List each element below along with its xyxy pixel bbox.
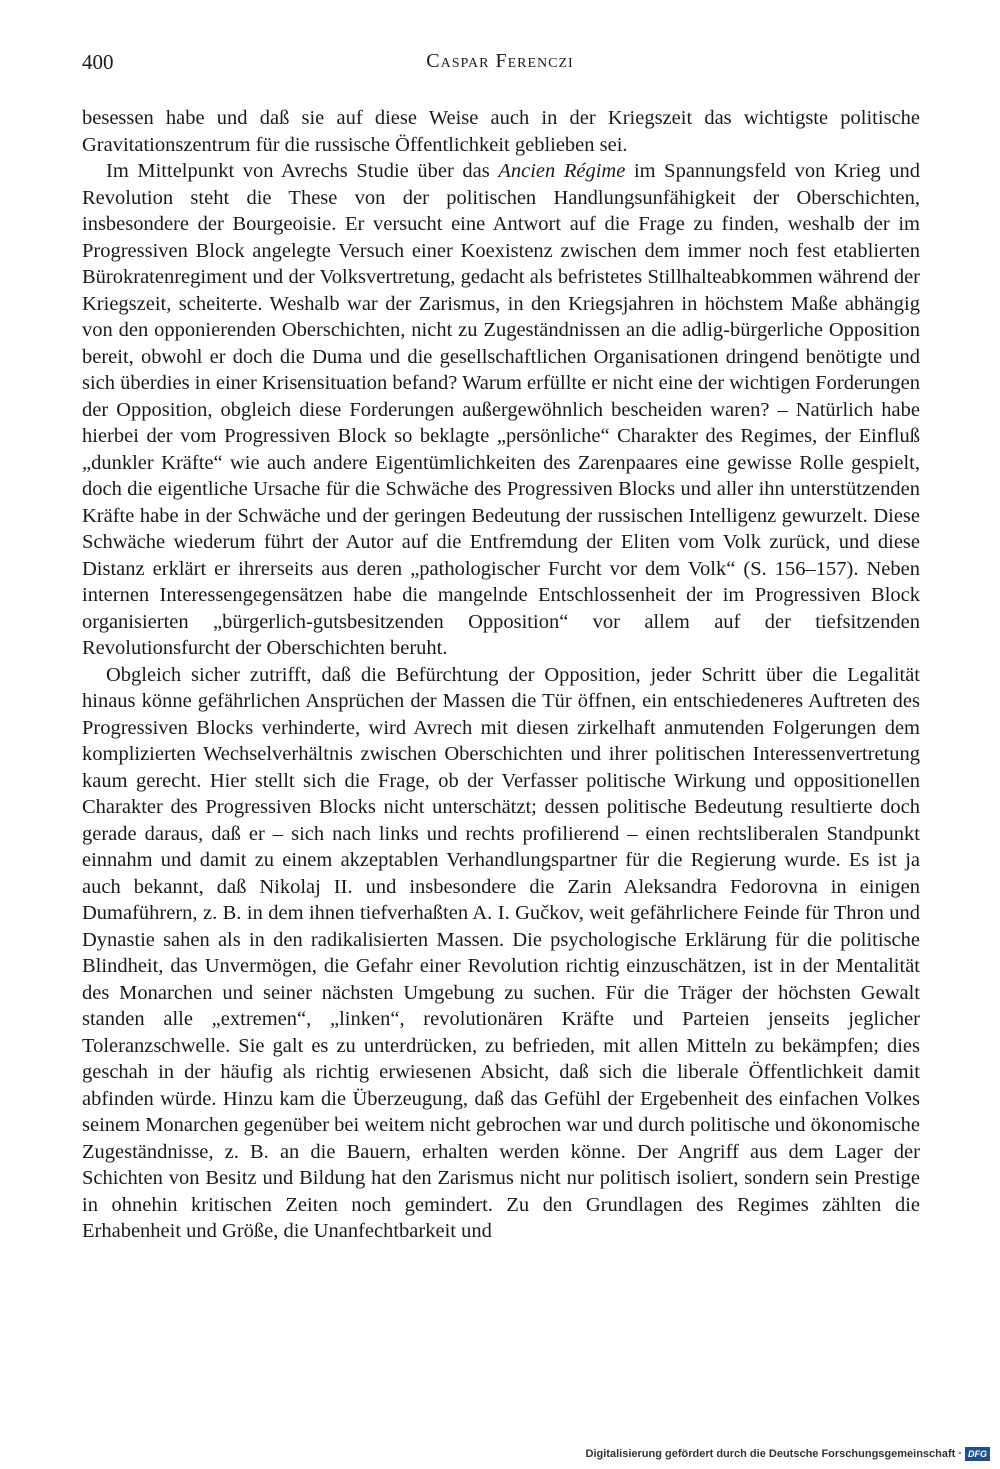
paragraph-2-text-end: im Spannungsfeld von Krieg und Revolution steht die These von der politischen Handlungsunfähigkeit der Oberschichten, insbesondere der Bourgeoisie. Er versucht eine Antwort auf die Frage zu finden, weshalb der im Progressiven Block angelegte Versuch einer Koexistenz zwischen dem immer noch fest etablierten Bürokratenregiment und der Volksvertretung, gedacht als befristetes Stillhalteabkommen während der Kriegszeit, scheiterte. Weshalb war der Zarismus, in den Kriegsjahren in höchstem Maße abhängig von den opponierenden Oberschichten, nicht zu Zugeständnissen an die adlig-bürgerliche Opposition bereit, obwohl er doch die Duma und die gesellschaftlichen Organisationen dringend benötigte und sich überdies in einer Krisensituation befand? Warum erfüllte er nicht eine der wichtigen Forderungen der Opposition, obgleich diese Forderungen außergewöhnlich bescheiden waren? – Natürlich habe hierbei der vom Progressiven Block so beklagte „persönliche“ Charakter des Regimes, der Einfluß „dunkler Kräfte“ wie auch andere Eigentümlichkeiten des Zarenpaares eine gewisse Rolle gespielt, doch die eigentliche Ursache für die Schwäche des Progressiven Blocks und aller ihn unterstützenden Kräfte habe in der Schwäche und der geringen Bedeutung der russischen Intelligenz gewurzelt. Diese Schwäche wiederum führt der Autor auf die Entfremdung der Eliten vom Volk zurück, und diese Distanz erklärt er ihrerseits aus deren „pathologischer Furcht vor dem Volk“ (S. 156–157). Neben internen Interessengegensätzen habe die mangelnde Entschlossenheit der im Progressiven Block organisierten „bürgerlich-gutsbesitzenden Opposition“ vor allem auf der tiefsitzenden Revolutionsfurcht der Oberschichten beruht.	[82, 160, 921, 659]
paragraph-2-emphasis: Ancien Régime	[498, 160, 626, 182]
paragraph-1	[82, 105, 920, 158]
page-number: 400	[82, 50, 114, 74]
paragraph-3-text: Obgleich sicher zutrifft, daß die Befürchtung der Opposition, jeder Schritt über die Legalität hinaus könne gefährlichen Ansprüchen der Massen die Tür öffnen, ein entschiedeneres Auftreten des Progressiven Blocks verhinderte, wird Avrech mit diesen zirkelhaft anmutenden Folgerungen dem komplizierten Wechselverhältnis zwischen Oberschichten und ihrer politischen Interessenvertretung kaum gerecht. Hier stellt sich die Frage, ob der Verfasser politische Wirkung und oppositionellen Charakter des Progressiven Blocks nicht unterschätzt; dessen politische Bedeutung resultierte doch gerade daraus, daß er – sich nach links und rechts profilierend – einen rechtsliberalen Standpunkt einnahm und damit zu einem akzeptablen Verhandlungspartner für die Regierung wurde. Es ist ja auch bekannt, daß Nikolaj II. und insbesondere die Zarin Aleksandra Fedorovna in einigen Dumaführern, z. B. in dem ihnen tiefverhaßten A. I. Gučkov, weit gefährlichere Feinde für Thron und Dynastie sahen als in den radikalisierten Massen. Die psychologische Erklärung für die politische Blindheit, das Unvermögen, die Gefahr einer Revolution richtig einzuschätzen, ist in der Mentalität des Monarchen und seiner nächsten Umgebung zu suchen. Für die Träger der höchsten Gewalt standen alle „extremen“, „linken“, revolutionären Kräfte und Parteien jenseits jeglicher Toleranzschwelle. Sie galt es zu unterdrücken, zu befrieden, mit allen Mitteln zu bekämpfen; dies geschah in der häufig als richtig erwiesenen Absicht, daß sich die liberale Öffentlichkeit damit abfinden würde. Hinzu kam die Überzeugung, daß das Gefühl der Ergebenheit des einfachen Volkes seinem Monarchen gegenüber bei weitem nicht gebrochen war und durch politische und ökonomische Zugeständnisse, z. B. an die Bauern, erhalten werden könne. Der Angriff aus dem Lager der Schichten von Besitz und Bildung hat den Zarismus nicht nur politisch isoliert, sondern sein Prestige in ohnehin kritischen Zeiten noch gemindert. Zu den Grundlagen des Regimes zählten die Erhabenheit und Größe, die Unanfechtbarkeit und	[82, 663, 920, 1242]
paragraph-2	[82, 158, 920, 662]
dfg-logo: DFG	[965, 1447, 990, 1461]
credit-separator: ·	[958, 1448, 962, 1460]
paragraph-2-text-start: Im Mittelpunkt von Avrechs Studie über das	[106, 160, 499, 182]
paragraph-1-text: besessen habe und daß sie auf diese Weise auch in der Kriegszeit das wichtigste politische Gravitationszentrum für die russische Öffentlichkeit geblieben sei.	[82, 107, 920, 156]
credit-text: Digitalisierung gefördert durch die Deutsche Forschungsgemeinschaft	[585, 1448, 956, 1460]
body-text	[82, 105, 920, 1245]
digitization-credit	[586, 1447, 990, 1461]
paragraph-3	[82, 662, 920, 1245]
running-head: Caspar Ferenczi	[426, 50, 574, 72]
